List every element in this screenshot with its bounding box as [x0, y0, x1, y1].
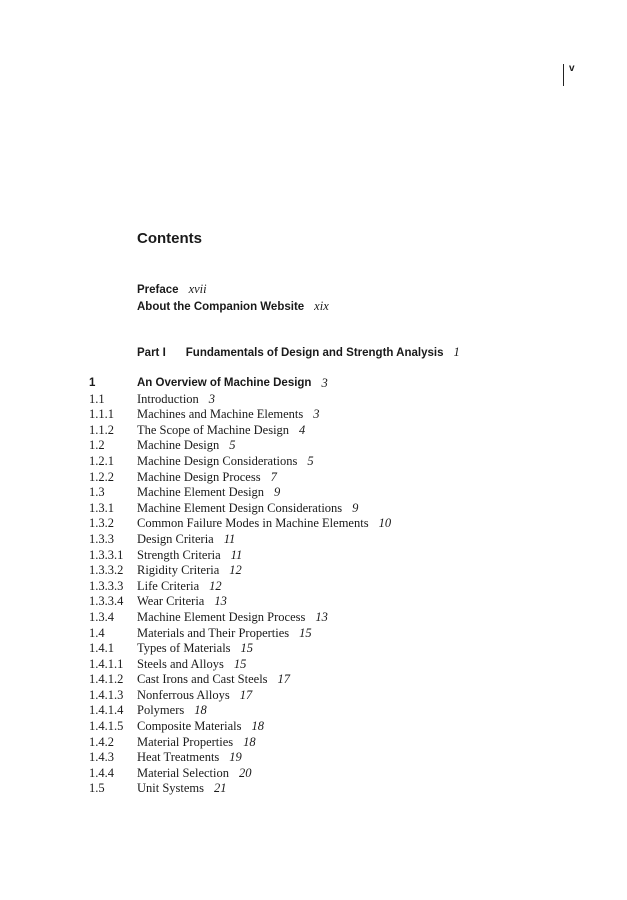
toc-entry-page: 18	[243, 734, 256, 749]
toc-entry-row[interactable]	[89, 626, 569, 642]
toc-entry-page: 4	[299, 422, 306, 437]
toc-entry-title: Machine Design Considerations	[137, 453, 298, 468]
toc-entry-page: 19	[229, 750, 242, 765]
toc-entry-number: 1.2.2	[89, 469, 114, 484]
toc-entry-number: 1.3.2	[89, 516, 114, 531]
toc-entry-page: 12	[209, 578, 222, 593]
toc-entry-title: The Scope of Machine Design	[137, 422, 290, 437]
toc-entry-title: An Overview of Machine Design	[137, 377, 312, 389]
toc-entry-row[interactable]	[89, 548, 569, 564]
toc-entry-row[interactable]	[89, 594, 569, 610]
toc-entry-title: Heat Treatments	[137, 750, 220, 765]
toc-entry-title: Machine Element Design Process	[137, 609, 306, 624]
toc-entry-title: Unit Systems	[137, 781, 205, 796]
toc-part-1[interactable]	[137, 345, 460, 360]
toc-entry-page: 9	[274, 485, 281, 500]
toc-front-page: xix	[314, 299, 329, 313]
toc-entry-row[interactable]	[89, 485, 569, 501]
toc-entry-page: 5	[307, 453, 314, 468]
toc-entry-number: 1.3.3.3	[89, 578, 124, 593]
toc-entry-number: 1.3.4	[89, 609, 114, 624]
toc-entry-title: Types of Materials	[137, 641, 231, 656]
toc-entry-title: Material Properties	[137, 734, 234, 749]
toc-entry-title: Machine Element Design Considerations	[137, 500, 343, 515]
toc-entry-row[interactable]	[89, 438, 569, 454]
toc-entry-row[interactable]	[89, 532, 569, 548]
toc-entry-title: Machine Design Process	[137, 469, 261, 484]
toc-entry-page: 5	[229, 438, 236, 453]
toc-entry-number: 1.3.3.4	[89, 594, 124, 609]
toc-entry-number: 1.3.3.2	[89, 563, 124, 578]
toc-entry-number: 1.4.1.1	[89, 656, 124, 671]
toc-entry-page: 3	[321, 376, 328, 390]
toc-entry-number: 1.5	[89, 781, 105, 796]
toc-entry-row[interactable]	[89, 470, 569, 486]
toc-entry-page: 15	[233, 656, 247, 671]
toc-entry-row[interactable]	[89, 750, 569, 766]
toc-entry-row[interactable]	[89, 423, 569, 439]
toc-entry-number: 1.4.1	[89, 641, 114, 656]
page-marker-rule	[563, 64, 564, 86]
toc-entry-title: Design Criteria	[137, 531, 214, 546]
toc-entry-number: 1.3	[89, 485, 105, 500]
page-title: Contents	[137, 230, 202, 247]
toc-entry-number: 1	[89, 377, 96, 389]
toc-entry-page: 7	[270, 469, 277, 484]
toc-entry-title: Materials and Their Properties	[137, 625, 290, 640]
toc-entry-row[interactable]	[89, 781, 569, 797]
toc-entry-number: 1.4.1.2	[89, 672, 124, 687]
toc-entry-number: 1.3.3.1	[89, 547, 124, 562]
toc-entry-title: Steels and Alloys	[137, 656, 224, 671]
toc-entry-number: 1.4.3	[89, 750, 114, 765]
toc-entry-number: 1.2.1	[89, 453, 114, 468]
toc-chapter-row[interactable]	[89, 376, 569, 392]
toc-entry-row[interactable]	[89, 641, 569, 657]
toc-entry-page: 20	[238, 765, 252, 780]
toc-entry-number: 1.1	[89, 391, 105, 406]
toc-entry-page: 21	[214, 781, 227, 796]
toc-entry-page: 18	[194, 703, 207, 718]
toc-entry-row[interactable]	[89, 688, 569, 704]
toc-entry-page: 11	[230, 547, 243, 562]
toc-entry-page: 17	[239, 687, 253, 702]
part-page: 1	[453, 345, 460, 359]
toc-entry-number: 1.1.1	[89, 407, 114, 422]
toc-entry-title: Machines and Machine Elements	[137, 407, 304, 422]
toc-entry-title: Wear Criteria	[137, 594, 205, 609]
toc-entry-title: Strength Criteria	[137, 547, 221, 562]
toc-entry-row[interactable]	[89, 392, 569, 408]
toc-entry-number: 1.3.3	[89, 531, 114, 546]
toc-entry-row[interactable]	[89, 672, 569, 688]
toc-entry-row[interactable]	[89, 610, 569, 626]
toc-entry-page: 15	[299, 625, 312, 640]
toc-entry-page: 13	[315, 609, 328, 624]
toc-list	[89, 376, 569, 797]
toc-entry-title: Nonferrous Alloys	[137, 687, 230, 702]
toc-entry-row[interactable]	[89, 563, 569, 579]
toc-entry-page: 11	[223, 531, 236, 546]
part-label: Part I	[137, 347, 166, 359]
toc-entry-row[interactable]	[89, 735, 569, 751]
toc-entry-title: Rigidity Criteria	[137, 563, 220, 578]
toc-entry-number: 1.4.2	[89, 734, 114, 749]
toc-front-title: About the Companion Website	[137, 301, 305, 313]
toc-entry-page: 3	[313, 407, 320, 422]
toc-entry-row[interactable]	[89, 516, 569, 532]
toc-entry-page: 18	[251, 719, 264, 734]
toc-entry-title: Introduction	[137, 391, 199, 406]
page-number: v	[569, 63, 575, 74]
toc-front-page: xvii	[188, 282, 207, 296]
toc-entry-row[interactable]	[89, 501, 569, 517]
toc-entry-row[interactable]	[89, 579, 569, 595]
toc-front-preface[interactable]	[137, 282, 207, 297]
toc-entry-title: Composite Materials	[137, 719, 242, 734]
toc-front-companion-website[interactable]	[137, 299, 329, 314]
toc-entry-row[interactable]	[89, 657, 569, 673]
toc-entry-page: 3	[208, 391, 216, 406]
toc-entry-row[interactable]	[89, 766, 569, 782]
toc-entry-title: Machine Element Design	[137, 485, 265, 500]
toc-entry-number: 1.3.1	[89, 500, 114, 515]
toc-entry-number: 1.4.1.4	[89, 703, 124, 718]
toc-entry-number: 1.1.2	[89, 422, 114, 437]
toc-entry-title: Cast Irons and Cast Steels	[137, 672, 268, 687]
toc-entry-page: 13	[214, 594, 227, 609]
toc-entry-title: Life Criteria	[137, 578, 200, 593]
toc-entry-title: Material Selection	[137, 765, 229, 780]
toc-entry-number: 1.4.1.3	[89, 687, 124, 702]
part-title: Fundamentals of Design and Strength Analysis	[185, 347, 444, 359]
toc-front-title: Preface	[137, 284, 179, 296]
toc-entry-title: Polymers	[137, 703, 185, 718]
toc-entry-page: 12	[229, 563, 242, 578]
toc-entry-number: 1.2	[89, 438, 105, 453]
toc-entry-number: 1.4.1.5	[89, 719, 124, 734]
toc-entry-page: 17	[277, 672, 291, 687]
toc-entry-row[interactable]	[89, 407, 569, 423]
toc-entry-number: 1.4	[89, 625, 105, 640]
toc-entry-title: Machine Design	[137, 438, 220, 453]
toc-entry-row[interactable]	[89, 719, 569, 735]
toc-entry-page: 10	[378, 516, 392, 531]
toc-entry-number: 1.4.4	[89, 765, 114, 780]
toc-entry-row[interactable]	[89, 454, 569, 470]
toc-entry-row[interactable]	[89, 703, 569, 719]
toc-entry-page: 9	[352, 500, 359, 515]
toc-entry-title: Common Failure Modes in Machine Elements	[137, 516, 369, 531]
toc-entry-page: 15	[240, 641, 254, 656]
